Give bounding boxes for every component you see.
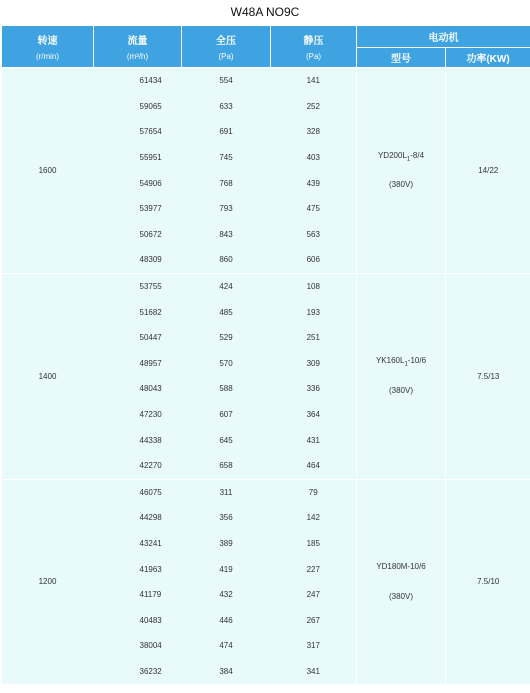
total-pressure-cell: 745 [182,145,271,171]
motor-power-cell: 7.5/10 [446,479,530,684]
static-pressure-cell: 251 [271,325,357,351]
total-pressure-cell: 633 [182,94,271,120]
flow-cell: 40483 [94,607,182,633]
table-body [2,68,530,685]
header-total-pressure-label: 全压 [216,36,236,47]
static-pressure-cell: 606 [271,247,357,273]
header-static-pressure [271,26,357,68]
table-row [2,68,530,94]
static-pressure-cell: 431 [271,427,357,453]
motor-power-cell: 14/22 [446,68,530,274]
header-speed [2,26,94,68]
flow-cell: 44338 [94,427,182,453]
total-pressure-cell: 645 [182,427,271,453]
motor-voltage: (380V) [388,591,413,601]
total-pressure-cell: 446 [182,607,271,633]
motor-model-main: YD180M-10/6 [376,562,426,572]
static-pressure-cell: 252 [271,94,357,120]
header-model: 型号 [357,48,446,68]
motor-model-subscript: 1 [404,361,408,368]
total-pressure-cell: 570 [182,351,271,377]
static-pressure-cell: 309 [271,351,357,377]
total-pressure-cell: 432 [182,582,271,608]
table-row [2,273,530,299]
header-motor: 电动机 [357,26,530,48]
fan-performance-table [1,25,530,684]
total-pressure-cell: 607 [182,402,271,428]
flow-cell: 59065 [94,94,182,120]
flow-cell: 53755 [94,273,182,299]
header-speed-label: 转速 [37,36,58,47]
flow-cell: 48043 [94,376,182,402]
table-title: W48A NO9C [230,5,300,19]
static-pressure-cell: 247 [271,582,357,608]
flow-cell: 41963 [94,556,182,582]
static-pressure-cell: 185 [271,531,357,557]
motor-voltage: (380V) [388,385,413,395]
total-pressure-cell: 474 [182,633,271,659]
flow-cell: 55951 [94,145,182,171]
flow-cell: 54906 [94,170,182,196]
flow-cell: 47230 [94,402,182,428]
table-row [2,479,530,505]
flow-cell: 61434 [94,68,182,94]
total-pressure-cell: 311 [182,479,271,505]
total-pressure-cell: 419 [182,556,271,582]
static-pressure-cell: 227 [271,556,357,582]
static-pressure-cell: 141 [271,68,357,94]
static-pressure-cell: 267 [271,607,357,633]
motor-model-cell [357,479,446,684]
static-pressure-cell: 328 [271,119,357,145]
speed-cell: 1200 [2,479,94,684]
total-pressure-cell: 356 [182,505,271,531]
total-pressure-cell: 768 [182,170,271,196]
static-pressure-cell: 464 [271,453,357,479]
flow-cell: 38004 [94,633,182,659]
static-pressure-cell: 563 [271,222,357,248]
static-pressure-cell: 475 [271,196,357,222]
flow-cell: 51682 [94,299,182,325]
motor-model-main: YK160L [375,356,405,366]
motor-model-cell [357,68,446,274]
motor-model-subscript: 1 [406,156,411,163]
static-pressure-cell: 193 [271,299,357,325]
motor-model [357,143,445,173]
static-pressure-cell: 108 [271,273,357,299]
motor-voltage: (380V) [388,180,413,190]
flow-cell: 44298 [94,505,182,531]
header-total-pressure [182,26,271,68]
total-pressure-cell: 389 [182,531,271,557]
total-pressure-cell: 860 [182,247,271,273]
header-speed-unit: (r/min) [35,52,60,61]
static-pressure-cell: 341 [271,659,357,685]
motor-model-tail: -8/4 [410,150,425,160]
flow-cell: 50672 [94,222,182,248]
flow-cell: 48309 [94,247,182,273]
flow-cell: 41179 [94,582,182,608]
static-pressure-cell: 317 [271,633,357,659]
motor-power-cell: 7.5/13 [446,273,530,479]
speed-cell: 1400 [2,273,94,479]
header-flow-label: 流量 [127,36,148,47]
static-pressure-cell: 439 [271,170,357,196]
flow-cell: 48957 [94,351,182,377]
total-pressure-cell: 843 [182,222,271,248]
total-pressure-cell: 384 [182,659,271,685]
header-flow [94,26,182,68]
static-pressure-cell: 364 [271,402,357,428]
header-power: 功率(KW) [446,48,530,68]
total-pressure-cell: 424 [182,273,271,299]
header-flow-unit: (m³/h) [126,52,149,61]
motor-model [357,348,445,378]
flow-cell: 53977 [94,196,182,222]
static-pressure-cell: 336 [271,376,357,402]
total-pressure-cell: 588 [182,376,271,402]
total-pressure-cell: 554 [182,68,271,94]
total-pressure-cell: 485 [182,299,271,325]
motor-model [357,554,445,584]
flow-cell: 50447 [94,325,182,351]
flow-cell: 46075 [94,479,182,505]
total-pressure-cell: 529 [182,325,271,351]
static-pressure-cell: 403 [271,145,357,171]
header-static-pressure-unit: (Pa) [305,52,322,61]
motor-model-cell [357,273,446,479]
static-pressure-cell: 142 [271,505,357,531]
header-total-pressure-unit: (Pa) [218,52,234,61]
static-pressure-cell: 79 [271,479,357,505]
motor-model-main: YD200L [377,150,407,160]
header-static-pressure-label: 静压 [303,36,324,47]
flow-cell: 57654 [94,119,182,145]
motor-model-tail: -10/6 [407,356,427,366]
flow-cell: 43241 [94,531,182,557]
flow-cell: 36232 [94,659,182,685]
flow-cell: 42270 [94,453,182,479]
total-pressure-cell: 658 [182,453,271,479]
total-pressure-cell: 793 [182,196,271,222]
total-pressure-cell: 691 [182,119,271,145]
speed-cell: 1600 [2,68,94,274]
